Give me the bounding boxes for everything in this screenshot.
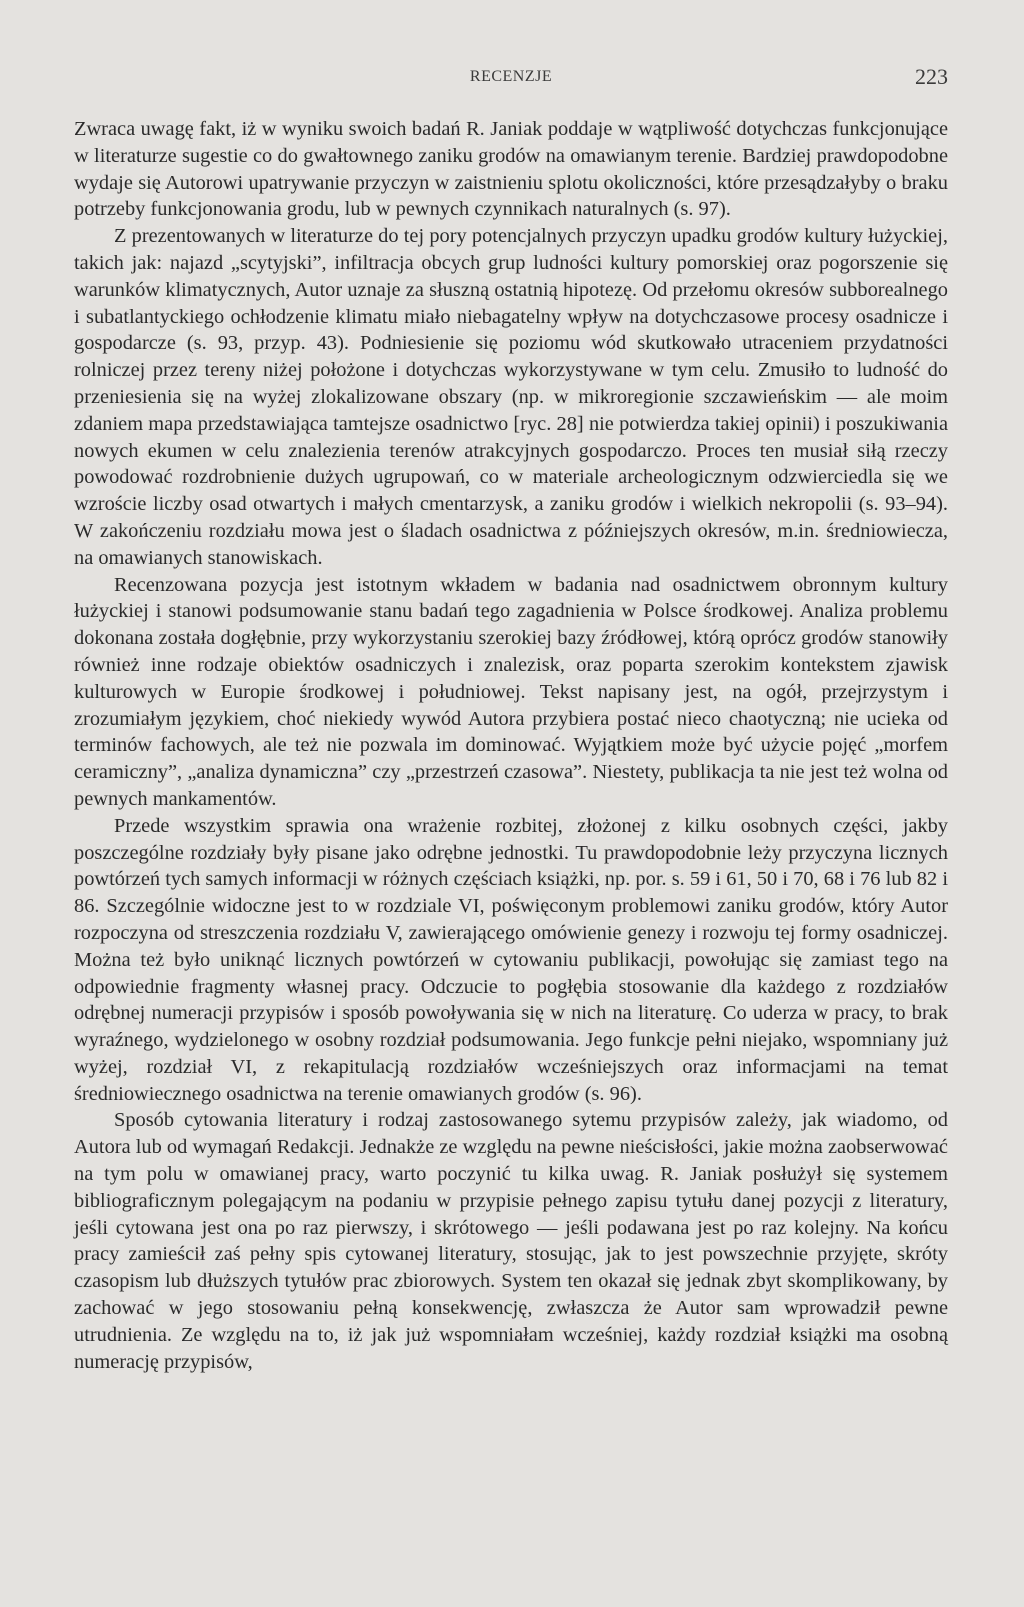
paragraph-1: Zwraca uwagę fakt, iż w wyniku swoich badań R. Janiak poddaje w wątpliwość dotychczas funkcjonujące w literaturze sugestie co do gwałtownego zaniku grodów na omawianym terenie. Bardziej prawdopodobne wydaje się Autorowi upatrywanie przyczyn w zaistnieniu splotu okoliczności, które przesądzałyby o braku potrzeby funkcjonowania grodu, lub w pewnych czynnikach naturalnych (s. 97). (74, 118, 948, 221)
running-title: RECENZJE (469, 68, 553, 85)
paragraph-5: Sposób cytowania literatury i rodzaj zastosowanego sytemu przypisów zależy, jak wiadomo, od Autora lub od wymagań Redakcji. Jednakże ze względu na pewne nieścisłości, jakie można zaobserwować na tym polu w omawianej pracy, warto poczynić tu kilka uwag. R. Janiak posłużył się systemem bibliograficznym polegającym na podaniu w przypisie pełnego zapisu tytułu danej pozycji z literatury, jeśli cytowana jest ona po raz pierwszy, i skrótowego — jeśli podawana jest po raz kolejny. Na końcu pracy zamieścił zaś pełny spis cytowanej literatury, stosując, jak to jest powszechnie przyjęte, skróty czasopism lub dłuższych tytułów prac zbiorowych. System ten okazał się jednak zbyt skomplikowany, by zachować w jego stosowaniu pełną konsekwencję, zwłaszcza że Autor sam wprowadził pewne utrudnienia. Ze względu na to, iż jak już wspomniałam wcześniej, każdy rozdział książki ma osobną numerację przypisów, (74, 1109, 948, 1373)
paragraph-2: Z prezentowanych w literaturze do tej pory potencjalnych przyczyn upadku grodów kultury łużyckiej, takich jak: najazd „scytyjski”, infiltracja obcych grup ludności kultury pomorskiej oraz pogorszenie się warunków klimatycznych, Autor uznaje za słuszną ostatnią hipotezę. Od przełomu okresów subborealnego i subatlantyckiego ochłodzenie klimatu miało niebagatelny wpływ na dotychczasowe procesy osadnicze i gospodarcze (s. 93, przyp. 43). Podniesienie się poziomu wód skutkowało utraceniem przydatności rolniczej przez tereny niżej położone i dotychczas wykorzystywane w tym celu. Zmusiło to ludność do przeniesienia się na wyżej zlokalizowane obszary (np. w mikroregionie szczawieńskim — ale moim zdaniem mapa przedstawiająca tamtejsze osadnictwo [ryc. 28] nie potwierdza takiej opinii) i poszukiwania nowych ekumen w celu znalezienia terenów atrakcyjnych gospodarczo. Proces ten musiał siłą rzeczy powodować rozdrobnienie dużych ugrupowań, co w materiale archeologicznym odzwierciedla się we wzroście liczby osad otwartych i małych cmentarzysk, a zaniku grodów i wielkich nekropolii (s. 93–94). W zakończeniu rozdziału mowa jest o śladach osadnictwa z późniejszych okresów, m.in. średniowiecza, na omawianych stanowiskach. (74, 225, 948, 569)
paragraph-4: Przede wszystkim sprawia ona wrażenie rozbitej, złożonej z kilku osobnych części, jakby poszczególne rozdziały były pisane jako odrębne jednostki. Tu prawdopodobnie leży przyczyna licznych powtórzeń tych samych informacji w różnych częściach książki, np. por. s. 59 i 61, 50 i 70, 68 i 76 lub 82 i 86. Szczególnie widoczne jest to w rozdziale VI, poświęconym problemowi zaniku grodów, który Autor rozpoczyna od streszczenia rozdziału V, zawierającego omówienie genezy i rozwoju tej formy osadniczej. Można też było uniknąć licznych powtórzeń w cytowaniu publikacji, powołując się zamiast tego na odpowiednie fragmenty własnej pracy. Odczucie to pogłębia stosowanie dla każdego z rozdziałów odrębnej numeracji przypisów i sposób powoływania się w nich na literaturę. Co uderza w pracy, to brak wyraźnego, wydzielonego w osobny rozdział podsumowania. Jego funkcje pełni niejako, wspomniany już wyżej, rozdział VI, z rekapitulacją rozdziałów wcześniejszych oraz informacjami na temat średniowiecznego osadnictwa na terenie omawianych grodów (s. 96). (74, 814, 948, 1105)
body-text (74, 116, 948, 1375)
page-number: 223 (915, 64, 948, 89)
running-head (74, 64, 948, 94)
paragraph-3: Recenzowana pozycja jest istotnym wkładem w badania nad osadnictwem obronnym kultury łużyckiej i stanowi podsumowanie stanu badań tego zagadnienia w Polsce środkowej. Analiza problemu dokonana została dogłębnie, przy wykorzystaniu szerokiej bazy źródłowej, którą oprócz grodów stanowiły również inne rodzaje obiektów osadniczych i znalezisk, oraz poparta szerokim kontekstem zjawisk kulturowych w Europie środkowej i południowej. Tekst napisany jest, na ogół, przejrzystym i zrozumiałym językiem, choć niekiedy wywód Autora przybiera postać nieco chaotyczną; nie ucieka od terminów fachowych, ale też nie pozwala im dominować. Wyjątkiem może być użycie pojęć „morfem ceramiczny”, „analiza dynamiczna” czy „przestrzeń czasowa”. Niestety, publikacja ta nie jest też wolna od pewnych mankamentów. (74, 573, 948, 810)
